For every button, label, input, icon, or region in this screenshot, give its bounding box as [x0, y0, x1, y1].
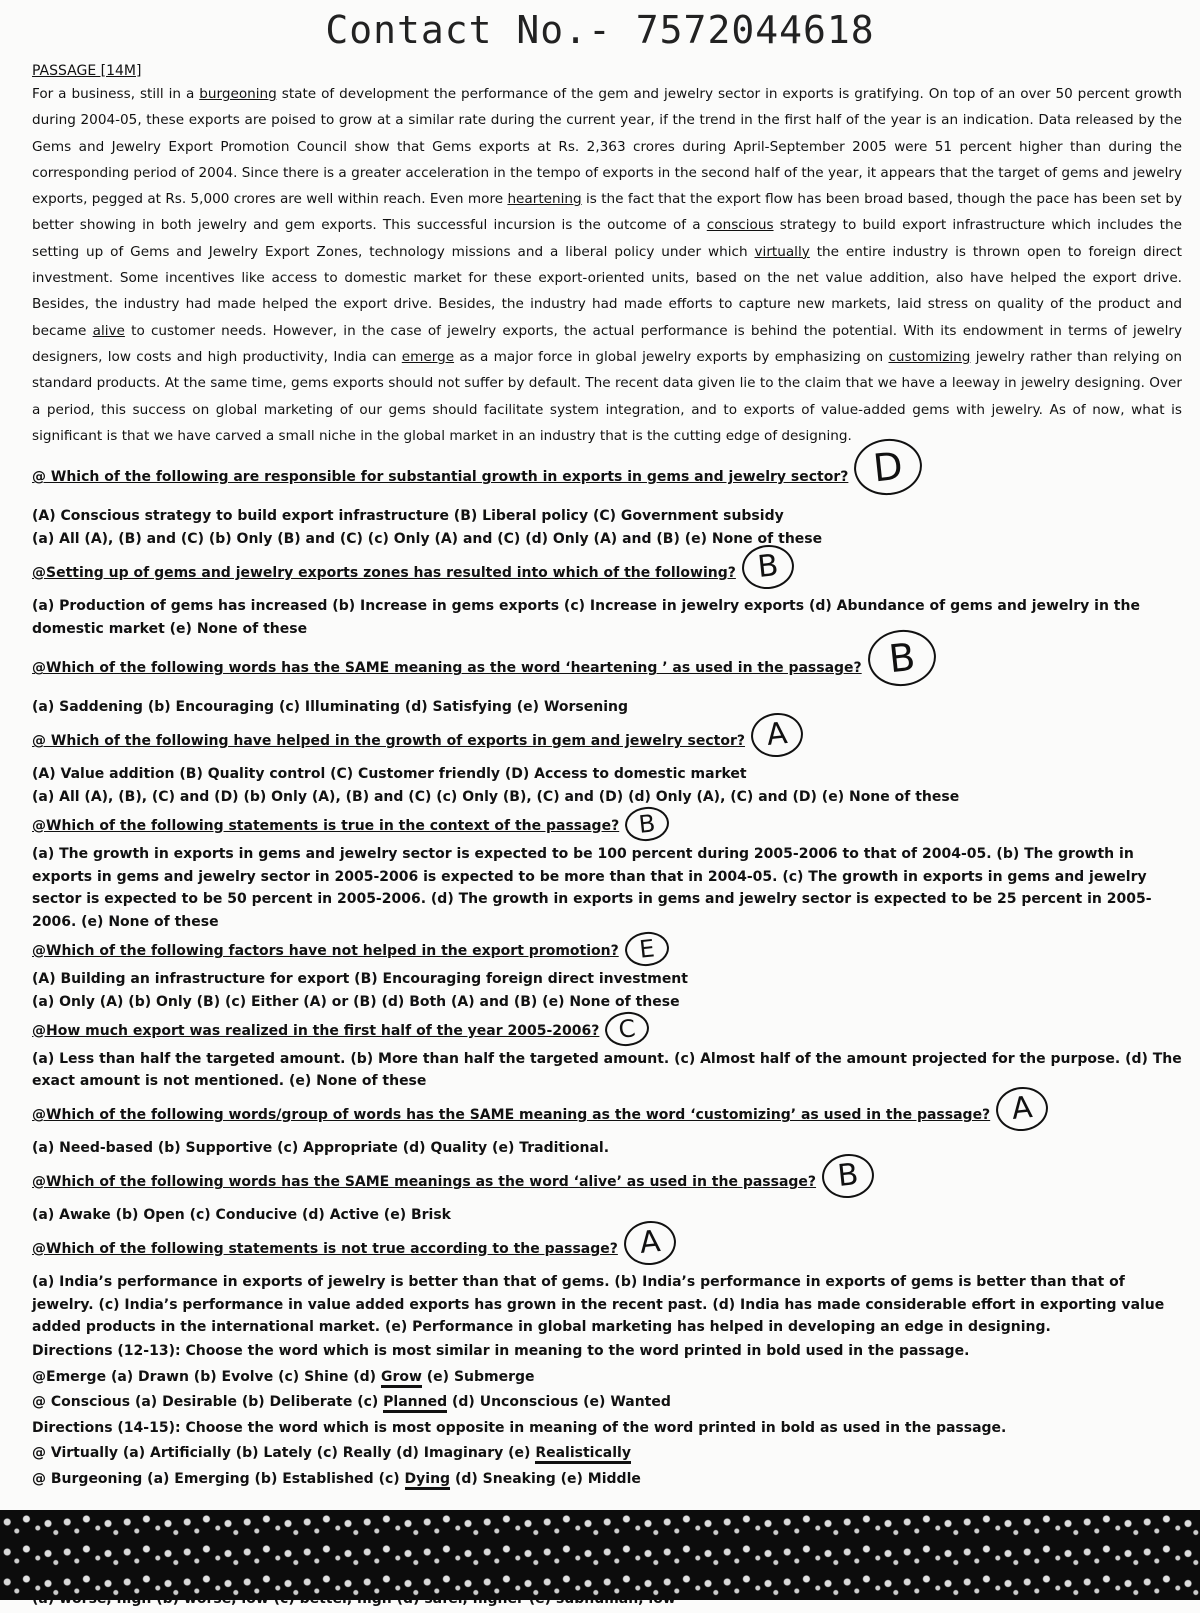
- antonyms-row: [32, 1441, 1182, 1467]
- question-options: (a) Need-based (b) Supportive (c) Appropriate (d) Quality (e) Traditional.: [32, 1140, 610, 1157]
- marked-answer: Realistically: [535, 1445, 631, 1464]
- question-options: (a) Less than half the targeted amount. (b) More than half the targeted amount. (c) Almost half of the amount projected for the purpose. (d) The exact amount is not mentioned. (e) None of these: [32, 1050, 1182, 1090]
- question-2: [32, 547, 1182, 595]
- passage-segment: to customer needs. However, in the case of jewelry exports, the actual performance is behind the potential. With its endowment in terms of jewelry designers, low costs and high productivity, India can: [32, 322, 1182, 365]
- passage-heading: PASSAGE [14M]: [32, 63, 142, 79]
- question-options: (a) The growth in exports in gems and jewelry sector is expected to be 100 percent during 2005-2006 to that of 2004-05. (b) The growth in exports in gems and jewelry sector in 2005-2006 is expected to be more than that in 2004-05. (c) The growth in exports in gems and jewelry sector is expected to be 50 percent in 2005-2006. (d) The growth in exports in gems and jewelry sector is expected to be 25 percent in 2005-2006. (e) None of these: [32, 845, 1152, 931]
- handwritten-answer: C: [604, 1009, 651, 1047]
- synonyms-row: [32, 1390, 1182, 1416]
- passage-segment: is the fact that the export flow has been broad based, though the pace has been set by better showing in both jewelry and gem exports. This successful incursion is the outcome of a: [32, 191, 1182, 234]
- passage-segment: For a business, still in a: [32, 86, 200, 102]
- question-options: (a) All (A), (B) and (C) (b) Only (B) and (C) (c) Only (A) and (C) (d) Only (A) and (B) (e) None of these: [32, 530, 823, 547]
- directions-synonyms: Directions (12-13): Choose the word which is most similar in meaning to the word printed in bold used in the passage.: [32, 1343, 970, 1360]
- question-1: [32, 443, 1182, 505]
- question-6: [32, 934, 1182, 968]
- question-text: @ Which of the following have helped in the growth of exports in gem and jewelry sector?: [32, 733, 745, 750]
- underlined-word: burgeoning: [199, 86, 277, 102]
- question-options: (a) Awake (b) Open (c) Conducive (d) Active (e) Brisk: [32, 1206, 451, 1223]
- question-options: (A) Value addition (B) Quality control (C) Customer friendly (D) Access to domestic market: [32, 766, 747, 783]
- underlined-word: emerge: [401, 348, 455, 365]
- marked-answer: Grow: [381, 1369, 422, 1388]
- question-5: [32, 809, 1182, 843]
- row-text: @ Conscious (a) Desirable (b) Deliberate (c): [32, 1394, 384, 1411]
- question-text: @Which of the following factors have not helped in the export promotion?: [32, 942, 619, 959]
- handwritten-answer: B: [740, 542, 796, 591]
- handwritten-answer: A: [994, 1085, 1050, 1134]
- underlined-word: conscious: [706, 217, 774, 234]
- handwritten-answer: A: [749, 711, 805, 760]
- row-text: @ Virtually (a) Artificially (b) Lately (c) Really (d) Imaginary (e): [32, 1445, 536, 1462]
- question-10: [32, 1223, 1182, 1271]
- passage-segment: jewelry rather than relying on standard products. At the same time, gems exports should not suffer by default. The recent data given lie to the claim that we have a leeway in jewelry designing. Over a period, this success on global marketing of our gems should facilitate system integration, and to exports of value-added gems with jewelry. As of now, what is significant is that we have carved a small niche in the global market in an industry that is the cutting edge of designing.: [32, 348, 1182, 444]
- question-options: (A) Building an infrastructure for export (B) Encouraging foreign direct investment: [32, 970, 688, 987]
- contact-header: Contact No.- 7572044618: [325, 8, 875, 52]
- question-8: [32, 1090, 1182, 1137]
- underlined-word: alive: [92, 322, 125, 339]
- question-list: [32, 443, 1182, 1339]
- underlined-word: heartening: [507, 191, 582, 208]
- question-3: [32, 635, 1182, 696]
- passage-segment: as a major force in global jewelry exports by emphasizing on: [454, 348, 889, 365]
- marked-answer: Planned: [383, 1394, 447, 1413]
- underlined-word: customizing: [888, 348, 971, 365]
- question-4: [32, 716, 1182, 763]
- question-text: @How much export was realized in the first half of the year 2005-2006?: [32, 1022, 600, 1039]
- antonyms-row: [32, 1467, 1182, 1493]
- handwritten-answer: B: [820, 1151, 876, 1200]
- question-text: @Which of the following words has the SAME meanings as the word ‘alive’ as used in the passage?: [32, 1173, 817, 1190]
- question-options: (A) Conscious strategy to build export infrastructure (B) Liberal policy (C) Government subsidy: [32, 508, 784, 525]
- row-text: (d) Unconscious (e) Wanted: [447, 1394, 671, 1411]
- passage-text: [32, 81, 1182, 449]
- question-text: @Which of the following statements is true in the context of the passage?: [32, 817, 620, 834]
- question-9: [32, 1156, 1182, 1204]
- question-text: @Setting up of gems and jewelry exports zones has resulted into which of the following?: [32, 564, 736, 581]
- row-text: (d) Sneaking (e) Middle: [450, 1470, 641, 1487]
- question-text: @Which of the following statements is not true according to the passage?: [32, 1240, 618, 1257]
- synonyms-row: [32, 1365, 1182, 1391]
- row-text: (e) Submerge: [421, 1368, 535, 1385]
- handwritten-answer: E: [623, 930, 670, 968]
- handwritten-answer: B: [624, 805, 671, 843]
- handwritten-answer: D: [852, 436, 925, 499]
- passage-segment: strategy to build export infrastructure which includes the setting up of Gems and Jewelry Export Zones, technology missions and a liberal policy under which: [32, 217, 1182, 260]
- synonym-list: [32, 1365, 1182, 1416]
- question-text: @Which of the following words/group of words has the SAME meaning as the word ‘customizing’ as used in the passage?: [32, 1107, 991, 1124]
- question-7: [32, 1014, 1182, 1048]
- antonym-list: [32, 1441, 1182, 1492]
- scan-border: [0, 1510, 1200, 1600]
- question-options: (a) India’s performance in exports of jewelry is better than that of gems. (b) India’s performance in exports of gems is better than that of jewelry. (c) India’s performance in value added exports has grown in the recent past. (d) India has made considerable effort in exporting value added products in the international market. (e) Performance in global marketing has helped in developing an edge in designing.: [32, 1273, 1165, 1336]
- marked-answer: Dying: [405, 1471, 451, 1490]
- question-text: @Which of the following words has the SAME meaning as the word ‘heartening ’ as used in the passage?: [32, 660, 862, 677]
- question-options: (a) Saddening (b) Encouraging (c) Illuminating (d) Satisfying (e) Worsening: [32, 699, 628, 716]
- question-options: (a) Only (A) (b) Only (B) (c) Either (A) or (B) (d) Both (A) and (B) (e) None of these: [32, 993, 680, 1010]
- question-text: @ Which of the following are responsible for substantial growth in exports in gems and jewelry sector?: [32, 469, 849, 486]
- handwritten-answer: B: [865, 627, 938, 690]
- passage-segment: the entire industry is thrown open to foreign direct investment. Some incentives like access to domestic market for these export-oriented units, based on the net value addition, also have helped the export drive. Besides, the industry had made helped the export drive. Besides, the industry had made efforts to capture new markets, laid stress on quality of the product and became: [32, 243, 1182, 339]
- underlined-word: virtually: [754, 243, 810, 260]
- passage-segment: state of development the performance of the gem and jewelry sector in exports is gratifying. On top of an over 50 percent growth during 2004-05, these exports are poised to grow at a similar rate during the current year, if the trend in the first half of the year is an indication. Data released by the Gems and Jewelry Export Promotion Council show that Gems exports at Rs. 2,363 crores during April-September 2005 were 51 percent higher than during the corresponding period of 2004. Since there is a greater acceleration in the tempo of exports in the second half of the year, it appears that the target of gems and jewelry exports, pegged at Rs. 5,000 crores are well within reach. Even more: [32, 86, 1182, 208]
- row-text: @Emerge (a) Drawn (b) Evolve (c) Shine (d): [32, 1368, 381, 1385]
- worksheet: [32, 62, 1182, 1613]
- handwritten-answer: A: [622, 1218, 678, 1267]
- question-options: (a) Production of gems has increased (b) Increase in gems exports (c) Increase in jewelry exports (d) Abundance of gems and jewelry in the domestic market (e) None of these: [32, 597, 1140, 637]
- directions-antonyms: Directions (14-15): Choose the word which is most opposite in meaning of the word printed in bold as used in the passage.: [32, 1419, 1007, 1436]
- row-text: @ Burgeoning (a) Emerging (b) Established (c): [32, 1470, 405, 1487]
- question-options: (a) All (A), (B), (C) and (D) (b) Only (A), (B) and (C) (c) Only (B), (C) and (D) (d) Only (A), (C) and (D) (e) None of these: [32, 788, 960, 805]
